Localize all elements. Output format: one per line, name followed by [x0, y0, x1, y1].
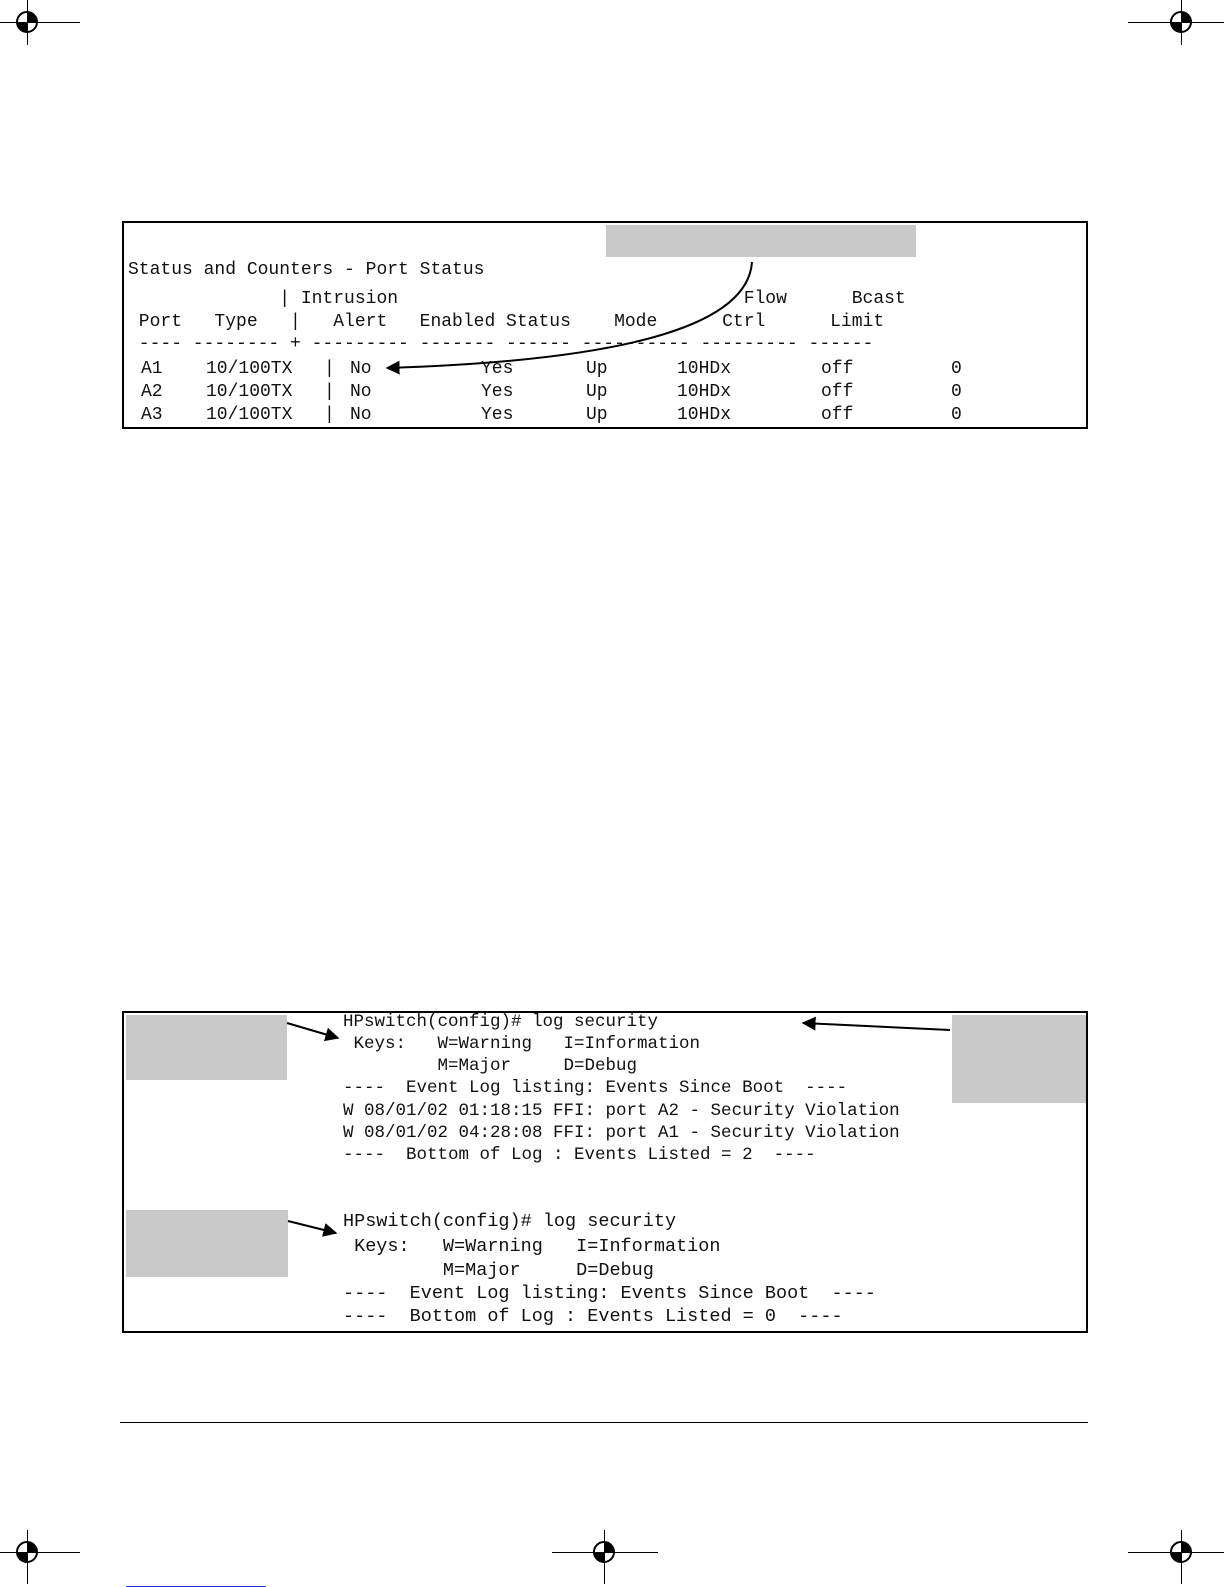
alert-cell: No [350, 382, 372, 402]
row-divider: | [324, 382, 335, 402]
port-cell: A2 [141, 382, 163, 402]
keys-line: M=Major D=Debug [343, 1056, 638, 1076]
callout-arrow [387, 262, 752, 368]
enabled-cell: Yes [481, 359, 514, 379]
row-divider: | [324, 359, 335, 379]
callout-arrow [287, 1023, 338, 1038]
bcast-limit-cell: 0 [951, 359, 962, 379]
mode-cell: 10HDx [677, 359, 732, 379]
flow-ctrl-cell: off [821, 405, 854, 425]
type-cell: 10/100TX [206, 405, 293, 425]
table-header-line-2: Port Type | Alert Enabled Status Mode Ctrl Limit [128, 312, 885, 332]
callout-arrow [803, 1023, 950, 1030]
keys-line: Keys: W=Warning I=Information [343, 1236, 721, 1257]
status-cell: Up [586, 359, 608, 379]
log-entry: W 08/01/02 04:28:08 FFI: port A1 - Security Violation [343, 1123, 900, 1143]
enabled-cell: Yes [481, 405, 514, 425]
log-footer: ---- Bottom of Log : Events Listed = 2 ---- [343, 1145, 816, 1165]
bcast-limit-cell: 0 [951, 405, 962, 425]
flow-ctrl-cell: off [821, 359, 854, 379]
table-header-line-1: | Intrusion Flow Bcast [128, 289, 906, 309]
port-cell: A1 [141, 359, 163, 379]
status-cell: Up [586, 382, 608, 402]
type-cell: 10/100TX [206, 382, 293, 402]
alert-cell: No [350, 359, 372, 379]
enabled-cell: Yes [481, 382, 514, 402]
mode-cell: 10HDx [677, 382, 732, 402]
row-divider: | [324, 405, 335, 425]
log-listing-header: ---- Event Log listing: Events Since Boot ---- [343, 1078, 848, 1098]
status-cell: Up [586, 405, 608, 425]
command-line: HPswitch(config)# log security [343, 1012, 659, 1032]
keys-line: M=Major D=Debug [343, 1260, 654, 1281]
table-separator: ---- -------- + --------- ------- ------ ---------- --------- ------ [128, 334, 874, 354]
mode-cell: 10HDx [677, 405, 732, 425]
flow-ctrl-cell: off [821, 382, 854, 402]
bcast-limit-cell: 0 [951, 382, 962, 402]
log-footer: ---- Bottom of Log : Events Listed = 0 ---- [343, 1306, 843, 1327]
alert-cell: No [350, 405, 372, 425]
command-line: HPswitch(config)# log security [343, 1211, 677, 1232]
footer-rule [120, 1422, 1088, 1423]
keys-line: Keys: W=Warning I=Information [343, 1034, 701, 1054]
screen-title: Status and Counters - Port Status [128, 260, 485, 280]
type-cell: 10/100TX [206, 359, 293, 379]
log-entry: W 08/01/02 01:18:15 FFI: port A2 - Security Violation [343, 1101, 900, 1121]
callout-arrow [288, 1221, 336, 1233]
port-cell: A3 [141, 405, 163, 425]
log-listing-header: ---- Event Log listing: Events Since Boot ---- [343, 1283, 876, 1304]
